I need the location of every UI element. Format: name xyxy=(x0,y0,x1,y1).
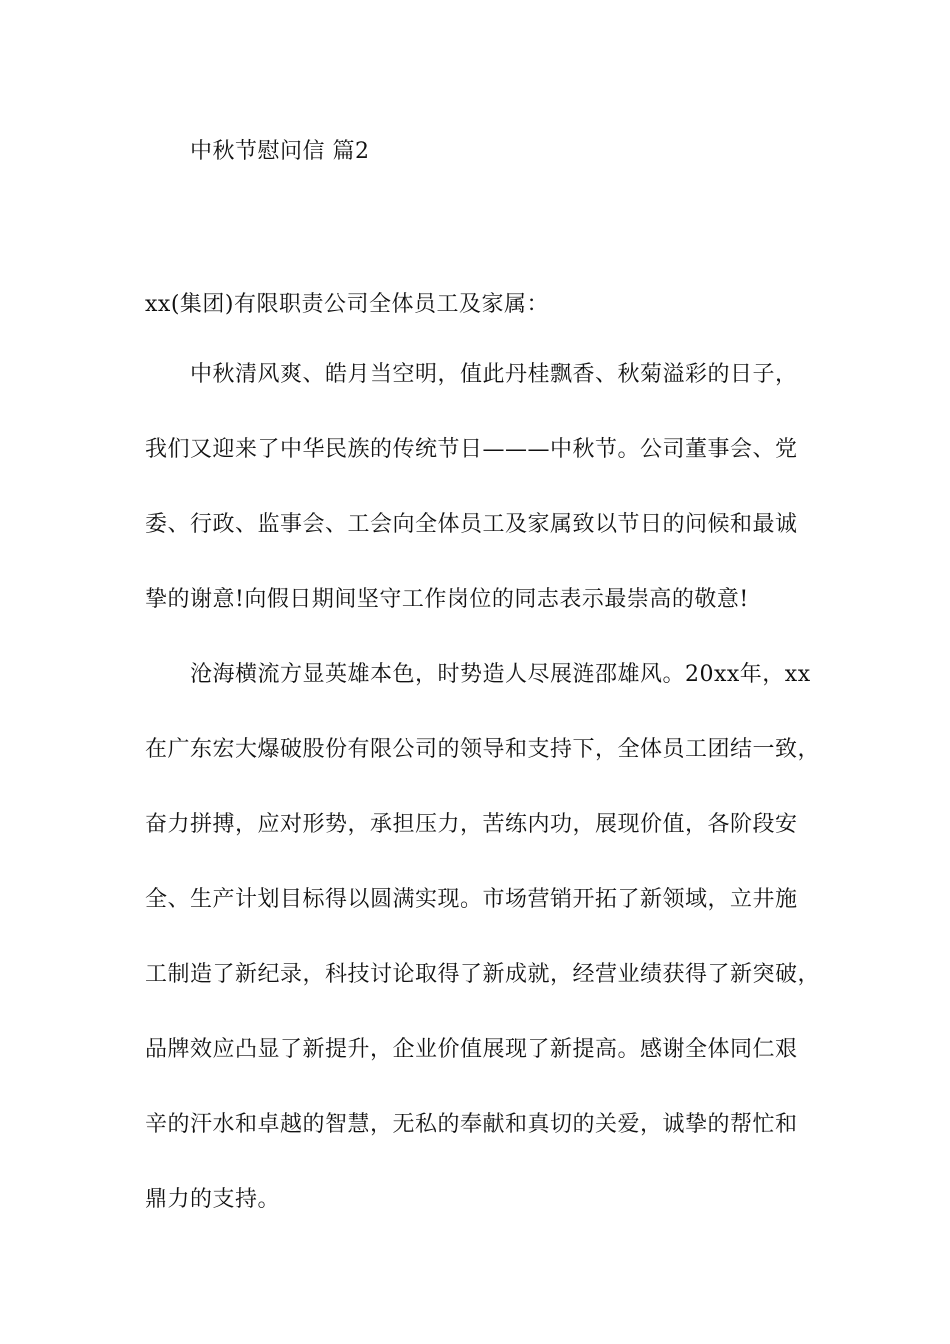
paragraph-2-line-8: 鼎力的支持。 xyxy=(145,1187,281,1212)
salutation: xx(集团)有限职责公司全体员工及家属： xyxy=(145,292,549,317)
paragraph-2-line-7: 辛的汗水和卓越的智慧，无私的奉献和真切的关爱，诚挚的帮忙和 xyxy=(145,1112,798,1137)
paragraph-1-line-2: 我们又迎来了中华民族的传统节日———中秋节。公司董事会、党 xyxy=(145,437,798,462)
paragraph-2-line-3: 奋力拼搏，应对形势，承担压力，苦练内功，展现价值，各阶段安 xyxy=(145,812,798,837)
paragraph-2-line-5: 工制造了新纪录，科技讨论取得了新成就，经营业绩获得了新突破， xyxy=(145,962,821,987)
paragraph-2-line-1: 沧海横流方显英雄本色，时势造人尽展涟邵雄风。20xx年，xx xyxy=(190,662,811,687)
paragraph-1-line-1: 中秋清风爽、皓月当空明，值此丹桂飘香、秋菊溢彩的日子， xyxy=(190,362,798,387)
paragraph-2-line-4: 全、生产计划目标得以圆满实现。市场营销开拓了新领域，立井施 xyxy=(145,887,798,912)
document-heading: 中秋节慰问信 篇2 xyxy=(190,139,370,164)
paragraph-1-line-3: 委、行政、监事会、工会向全体员工及家属致以节日的问候和最诚 xyxy=(145,512,798,537)
paragraph-1-line-4: 挚的谢意!向假日期间坚守工作岗位的同志表示最崇高的敬意! xyxy=(145,587,749,612)
paragraph-2-line-2: 在广东宏大爆破股份有限公司的领导和支持下，全体员工团结一致， xyxy=(145,737,821,762)
paragraph-2-line-6: 品牌效应凸显了新提升，企业价值展现了新提高。感谢全体同仁艰 xyxy=(145,1037,798,1062)
